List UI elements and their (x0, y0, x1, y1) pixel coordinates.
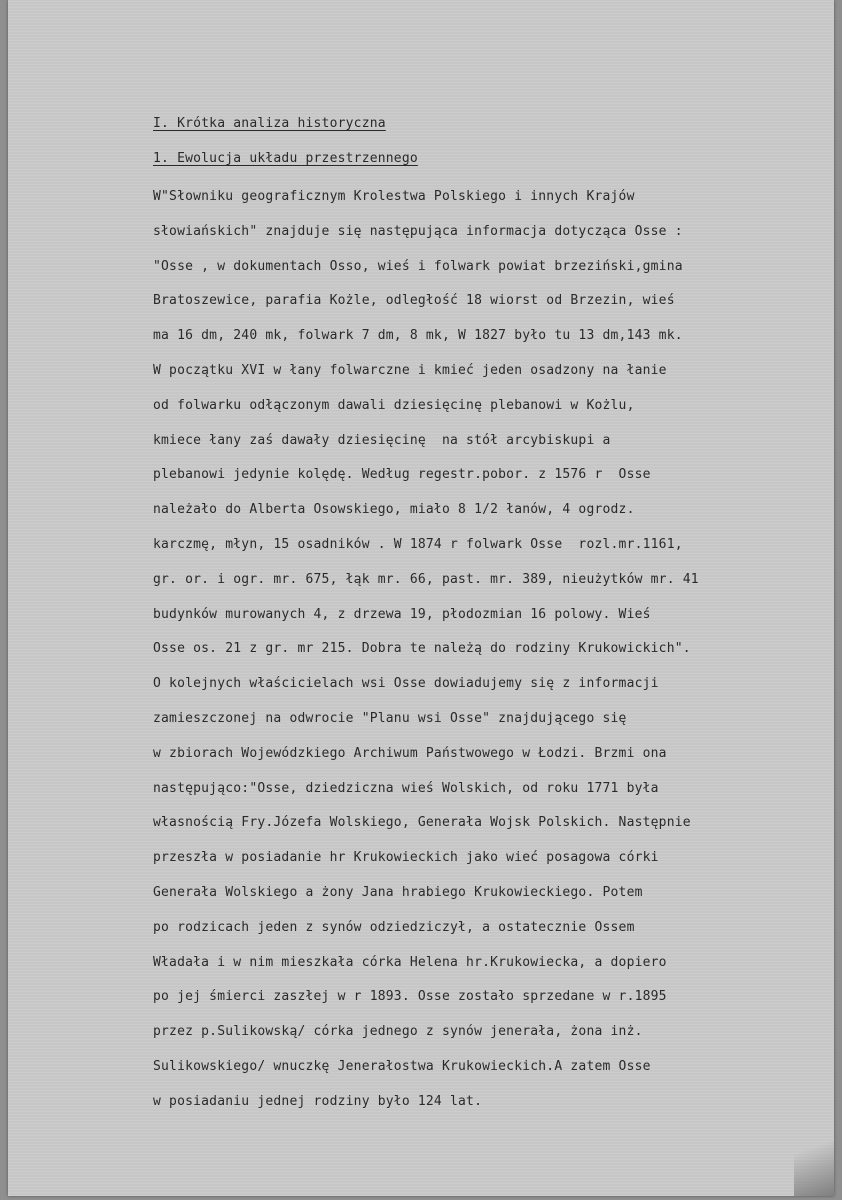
page-corner-shadow (794, 1116, 834, 1196)
text-line: Sulikowskiego/ wnuczkę Jenerałostwa Krukowieckich.A zatem Osse (153, 1058, 651, 1074)
text-line: własnością Fry.Józefa Wolskiego, Generała Wojsk Polskich. Następnie (153, 815, 691, 831)
text-line: od folwarku odłączonym dawali dziesięcinę plebanowi w Kożlu, (153, 397, 635, 413)
section-heading: I. Krótka analiza historyczna (153, 116, 386, 131)
text-line: Generała Wolskiego a żony Jana hrabiego Krukowieckiego. Potem (153, 884, 643, 900)
text-line: przeszła w posiadanie hr Krukowieckich jako wieć posagowa córki (153, 850, 659, 866)
document-body (153, 112, 842, 1120)
text-line: gr. or. i ogr. mr. 675, łąk mr. 66, past. mr. 389, nieużytków mr. 41 (153, 571, 699, 587)
text-line: ma 16 dm, 240 mk, folwark 7 dm, 8 mk, W 1827 było tu 13 dm,143 mk. (153, 328, 683, 344)
text-line: karczmę, młyn, 15 osadników . W 1874 r folwark Osse rozl.mr.1161, (153, 536, 683, 552)
text-line: Bratoszewice, parafia Kożle, odległość 18 wiorst od Brzezin, wieś (153, 293, 675, 309)
text-line: przez p.Sulikowską/ córka jednego z synów jenerała, żona inż. (153, 1024, 643, 1040)
text-line: następująco:"Osse, dziedziczna wieś Wolskich, od roku 1771 była (153, 780, 659, 796)
text-line: Władała i w nim mieszkała córka Helena hr.Krukowiecka, a dopiero (153, 954, 667, 970)
text-line: po rodzicach jeden z synów odziedziczył, a ostatecznie Ossem (153, 919, 635, 935)
text-line: w zbiorach Wojewódzkiego Archiwum Państwowego w Łodzi. Brzmi ona (153, 745, 667, 761)
text-line: plebanowi jedynie kolędę. Według regestr.pobor. z 1576 r Osse (153, 467, 651, 483)
text-line: zamieszczonej na odwrocie "Planu wsi Osse" znajdującego się (153, 710, 627, 726)
text-line: Osse os. 21 z gr. mr 215. Dobra te należą do rodziny Krukowickich". (153, 641, 691, 657)
text-line: O kolejnych właścicielach wsi Osse dowiadujemy się z informacji (153, 676, 659, 692)
document-page (8, 0, 834, 1196)
text-line: "Osse , w dokumentach Osso, wieś i folwark powiat brzeziński,gmina (153, 258, 683, 274)
text-line: W"Słowniku geograficznym Krolestwa Polskiego i innych Krajów (153, 189, 635, 204)
text-line: w posiadaniu jednej rodziny było 124 lat. (153, 1093, 483, 1109)
text-line: po jej śmierci zaszłej w r 1893. Osse zostało sprzedane w r.1895 (153, 989, 667, 1005)
text-line: W początku XVI w łany folwarczne i kmieć jeden osadzony na łanie (153, 362, 667, 378)
text-line: słowiańskich" znajduje się następująca informacja dotycząca Osse : (153, 223, 683, 239)
paragraph-owners-history (153, 667, 842, 1119)
text-line: należało do Alberta Osowskiego, miało 8 1/2 łanów, 4 ogrodz. (153, 502, 635, 518)
subsection-heading: 1. Ewolucja układu przestrzennego (153, 151, 418, 166)
text-line: kmiece łany zaś dawały dziesięcinę na stół arcybiskupi a (153, 432, 611, 448)
text-line: budynków murowanych 4, z drzewa 19, płodozmian 16 polowy. Wieś (153, 606, 651, 622)
paragraph-slownik-quote (153, 180, 842, 667)
headings (153, 112, 842, 186)
